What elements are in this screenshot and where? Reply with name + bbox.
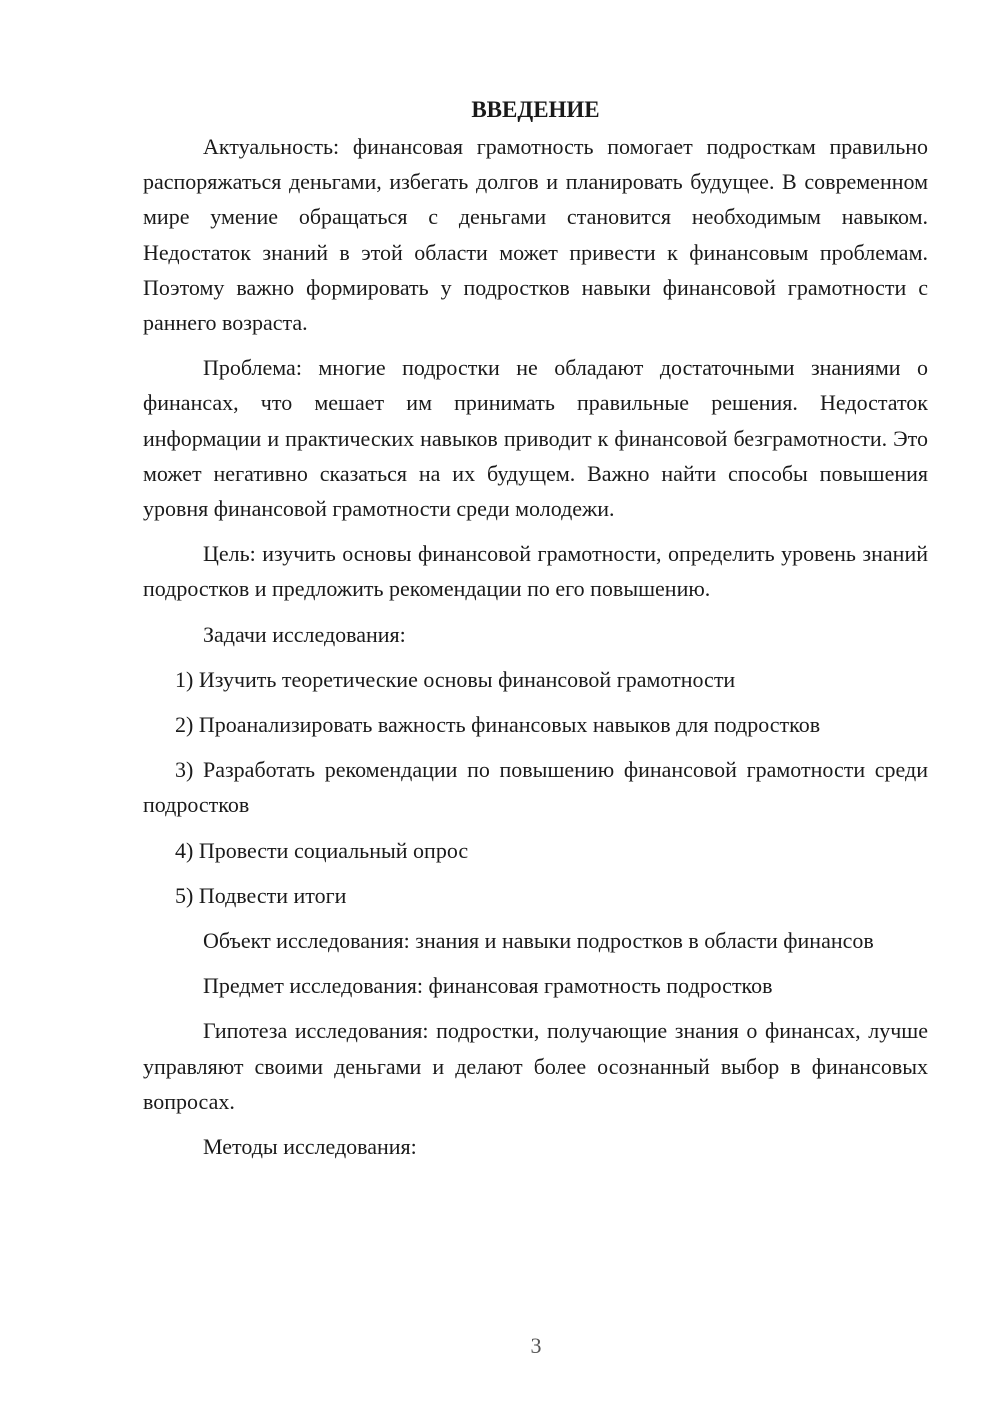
tasks-heading: Задачи исследования:: [203, 621, 406, 647]
relevance-paragraph: Актуальность: финансовая грамотность помогает подросткам правильно распоряжаться деньгами, избегать долгов и планировать будущее. В современном мире умение обращаться с деньгами становится необходимым навыком. Недостаток знаний в этой области может привести к финансовым проблемам. Поэтому важно формировать у подростков навыки финансовой грамотности с раннего возраста.: [143, 134, 928, 336]
task-item-3: 3) Разработать рекомендации по повышению финансовой грамотности среди подростков: [143, 757, 928, 818]
methods-heading: Методы исследования:: [203, 1134, 417, 1160]
page-number: 3: [530, 1333, 542, 1358]
task-item-2: 2) Проанализировать важность финансовых навыков для подростков: [175, 712, 821, 738]
task-item-4: 4) Провести социальный опрос: [175, 837, 469, 863]
subject-paragraph: Предмет исследования: финансовая грамотность подростков: [203, 973, 773, 999]
goal-paragraph: Цель: изучить основы финансовой грамотности, определить уровень знаний подростков и предложить рекомендации по его повышению.: [143, 541, 928, 602]
document-page: [143, 92, 928, 1174]
task-item-1: 1) Изучить теоретические основы финансовой грамотности: [175, 666, 736, 692]
object-paragraph: Объект исследования: знания и навыки подростков в области финансов: [203, 928, 874, 954]
task-item-5: 5) Подвести итоги: [175, 882, 347, 908]
section-title: ВВЕДЕНИЕ: [471, 97, 600, 122]
hypothesis-paragraph: Гипотеза исследования: подростки, получающие знания о финансах, лучше управляют своими деньгами и делают более осознанный выбор в финансовых вопросах.: [143, 1018, 928, 1114]
problem-paragraph: Проблема: многие подростки не обладают достаточными знаниями о финансах, что мешает им принимать правильные решения. Недостаток информации и практических навыков приводит к финансовой безграмотности. Это может негативно сказаться на их будущем. Важно найти способы повышения уровня финансовой грамотности среди молодежи.: [143, 355, 928, 522]
